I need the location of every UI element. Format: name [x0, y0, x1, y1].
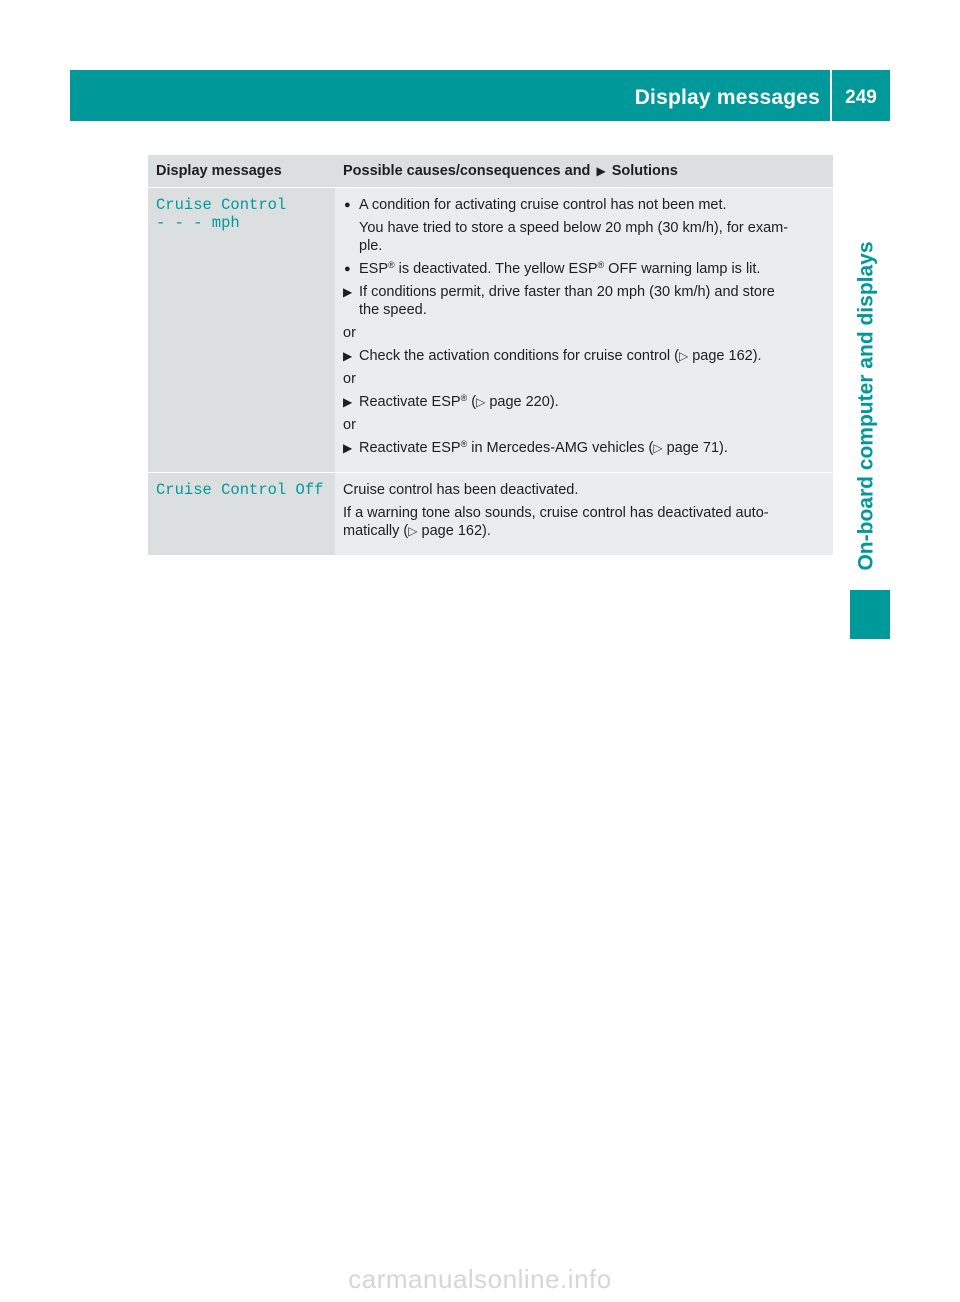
display-message-text: - - - mph	[156, 214, 240, 232]
header-bar	[70, 70, 890, 121]
side-tab	[846, 228, 888, 583]
display-message-text: Cruise Control	[156, 196, 287, 214]
cause-detail: You have tried to store a speed below 20 mph (30 km/h), for exam- ple.	[359, 220, 789, 254]
solution-arrow-icon: ▶	[343, 349, 353, 363]
or-separator: or	[343, 417, 356, 433]
side-tab-block	[850, 590, 890, 639]
column-header-causes-solutions: Possible causes/consequences and ▶ Solutions	[335, 155, 833, 188]
side-tab-label: On-board computer and displays	[855, 240, 878, 571]
causes-solutions-cell	[335, 188, 833, 473]
page-ref-icon: ▷	[408, 524, 418, 538]
solution-arrow-icon: ▶	[343, 285, 353, 299]
solution-item: ▶ Reactivate ESP® in Mercedes-AMG vehicles (▷ page 71).	[343, 439, 728, 456]
message-cell	[148, 473, 335, 556]
display-messages-table	[148, 155, 833, 555]
causes-solutions-cell	[335, 473, 833, 556]
watermark: carmanualsonline.info	[348, 1264, 612, 1294]
or-separator: or	[343, 325, 356, 341]
solution-item: ▶ If conditions permit, drive faster than 20 mph (30 km/h) and store the speed.	[343, 284, 775, 318]
table-header-row	[148, 155, 833, 188]
or-separator: or	[343, 371, 356, 387]
page-ref-icon: ▷	[678, 349, 689, 363]
display-message-text: Cruise Control Off	[156, 481, 324, 499]
cause-text: Cruise control has been deactivated.	[343, 482, 579, 498]
page-title: Display messages	[634, 86, 820, 109]
page-number: 249	[845, 87, 877, 108]
solution-arrow-icon: ▶	[343, 441, 353, 455]
bullet-icon: ●	[344, 263, 351, 275]
message-cell	[148, 188, 335, 473]
solution-arrow-icon: ▶	[343, 395, 353, 409]
page-reference-link[interactable]: page 162	[421, 523, 483, 539]
page-reference-link[interactable]: page 162	[692, 348, 753, 364]
cause-text: If a warning tone also sounds, cruise control has deactivated auto- matically (▷ page 162).	[343, 505, 769, 539]
table-row	[148, 473, 833, 556]
bullet-icon: ●	[344, 199, 351, 211]
cause-item: ● A condition for activating cruise control has not been met.	[344, 197, 727, 213]
page-ref-icon: ▷	[653, 441, 663, 455]
cause-item: ● ESP® is deactivated. The yellow ESP® OFF warning lamp is lit.	[344, 260, 761, 277]
column-header-display-messages: Display messages	[148, 155, 335, 188]
page-reference-link[interactable]: page 220	[489, 394, 550, 410]
table-row	[148, 188, 833, 473]
solution-item: ▶ Check the activation conditions for cruise control (▷ page 162).	[343, 348, 762, 364]
solution-arrow-icon: ▶	[596, 164, 606, 178]
solution-item: ▶ Reactivate ESP® (▷ page 220).	[343, 393, 559, 410]
page-ref-icon: ▷	[476, 395, 486, 409]
page-reference-link[interactable]: page 71	[666, 440, 720, 456]
